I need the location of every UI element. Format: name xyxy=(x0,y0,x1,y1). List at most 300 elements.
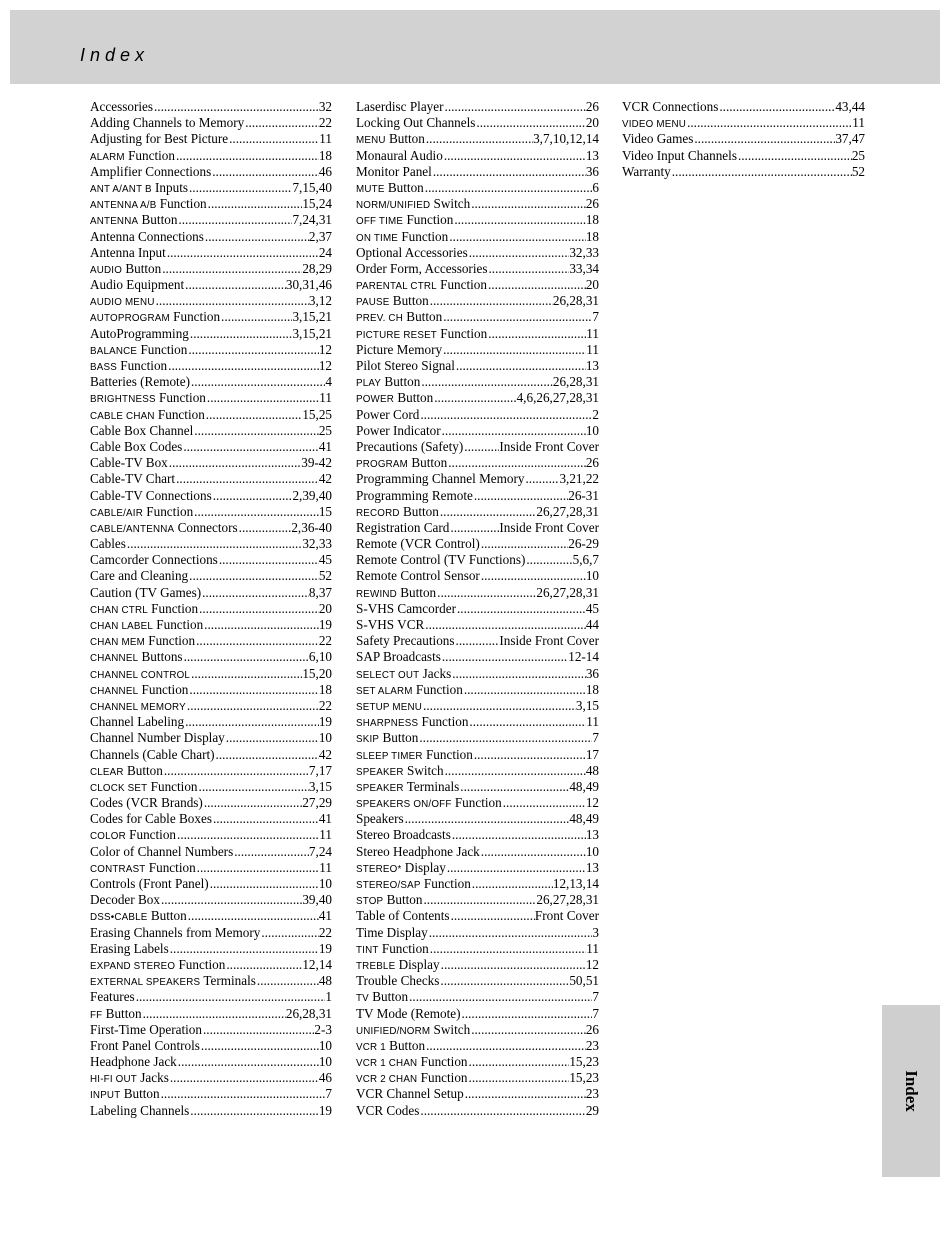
index-entry-term xyxy=(356,908,450,924)
index-entry xyxy=(356,439,599,455)
dot-leader xyxy=(183,649,309,665)
index-entry-term-text: Buttons xyxy=(138,649,183,665)
index-entry-term xyxy=(90,148,175,164)
index-entry xyxy=(90,131,332,147)
index-entry-term-text: Button xyxy=(399,503,439,519)
index-entry-term-text: Switch xyxy=(403,762,444,778)
index-entry-term xyxy=(356,827,451,843)
index-entry-pages: 6,10 xyxy=(308,649,332,665)
dot-leader xyxy=(433,390,516,406)
index-entry xyxy=(90,455,332,471)
index-entry-pages: 26,27,28,31 xyxy=(536,584,599,600)
index-entry-pages: 11 xyxy=(319,390,332,406)
index-entry-term-smallcaps: ANTENNA xyxy=(90,216,139,228)
index-entry-term-text: Trouble Checks xyxy=(356,973,440,989)
index-entry xyxy=(90,488,332,504)
index-entry-term-text: Channels (Cable Chart) xyxy=(90,746,215,762)
index-entry-term-smallcaps: CABLE/AIR xyxy=(90,507,143,519)
dot-leader xyxy=(455,358,586,374)
index-entry xyxy=(356,407,599,423)
index-entry-pages: 26 xyxy=(585,455,599,471)
index-entry-term-text: Adjusting for Best Picture xyxy=(90,131,229,147)
index-entry-pages: 3,21,22 xyxy=(559,471,599,487)
index-entry-pages: 52 xyxy=(851,163,865,179)
index-entry xyxy=(356,989,599,1005)
index-entry-term xyxy=(90,698,186,714)
index-entry-term xyxy=(90,779,198,795)
dot-leader xyxy=(439,504,537,520)
index-entry-pages: 7,17 xyxy=(308,762,332,778)
index-entry-pages: 45 xyxy=(318,552,332,568)
index-entry-pages: 11 xyxy=(319,859,332,875)
index-entry-term-text: S-VHS Camcorder xyxy=(356,600,456,616)
index-entry-term-smallcaps: COLOR xyxy=(90,831,126,843)
index-entry-term xyxy=(356,876,471,892)
index-entry-term-smallcaps: TV xyxy=(356,993,369,1005)
dot-leader xyxy=(468,1054,570,1070)
dot-leader xyxy=(167,358,319,374)
index-entry xyxy=(90,326,332,342)
index-entry xyxy=(622,164,865,180)
index-entry xyxy=(90,1070,332,1086)
index-entry xyxy=(356,245,599,261)
index-entry xyxy=(356,601,599,617)
index-entry-term xyxy=(356,309,442,325)
index-entry-term-text: Function xyxy=(156,196,207,212)
index-entry-term-text: Front Panel Controls xyxy=(90,1037,200,1053)
index-entry xyxy=(356,471,599,487)
dot-leader xyxy=(451,666,586,682)
index-entry xyxy=(90,99,332,115)
index-entry-term-text: Channel Labeling xyxy=(90,714,185,730)
index-entry-term-text: Switch xyxy=(430,196,471,212)
index-entry-term-text: Function xyxy=(418,714,469,730)
index-entry xyxy=(90,925,332,941)
dot-leader xyxy=(448,229,586,245)
index-entry-term-smallcaps: CHANNEL CONTROL xyxy=(90,669,191,681)
index-entry-pages: 15,20 xyxy=(302,665,332,681)
index-entry-pages: 12 xyxy=(318,341,332,357)
index-entry-term-text: Accessories xyxy=(90,99,153,114)
index-entry-term-smallcaps: SPEAKERS ON/OFF xyxy=(356,799,452,811)
index-entry-pages: 33,34 xyxy=(569,260,599,276)
index-entry-term-smallcaps: PLAY xyxy=(356,378,382,390)
index-entry-pages: Inside Front Cover xyxy=(499,633,599,649)
index-entry-term xyxy=(90,488,212,504)
index-entry-term-text: Erasing Channels from Memory xyxy=(90,924,261,940)
index-entry-term xyxy=(356,860,446,876)
index-entry-pages: 45 xyxy=(585,600,599,616)
index-entry xyxy=(90,423,332,439)
index-entry xyxy=(356,180,599,196)
dot-leader xyxy=(442,342,586,358)
index-entry-term-text: Button xyxy=(123,762,163,778)
index-entry-term xyxy=(356,649,441,665)
index-entry-term xyxy=(356,196,470,212)
index-entry-term xyxy=(356,892,423,908)
index-entry xyxy=(356,115,599,131)
index-entry xyxy=(356,876,599,892)
index-entry-pages: 52 xyxy=(318,568,332,584)
index-entry-term xyxy=(356,779,459,795)
index-entry-term-text: Function xyxy=(138,681,189,697)
index-entry-term-text: Function xyxy=(437,325,488,341)
index-entry xyxy=(90,973,332,989)
index-entry-pages: 48 xyxy=(585,762,599,778)
dot-leader xyxy=(205,407,303,423)
index-entry-pages: 13 xyxy=(585,827,599,843)
index-entry-term xyxy=(90,601,198,617)
dot-leader xyxy=(188,180,292,196)
dot-leader xyxy=(211,164,319,180)
dot-leader xyxy=(424,617,586,633)
index-entry-term-text: Decoder Box xyxy=(90,892,160,908)
index-entry-term xyxy=(90,423,193,439)
dot-leader xyxy=(160,1086,326,1102)
index-entry xyxy=(356,309,599,325)
dot-leader xyxy=(464,1086,586,1102)
index-entry-term-text: Time Display xyxy=(356,924,428,940)
index-entry-term-text: Cables xyxy=(90,536,126,552)
index-entry-term-text: Function xyxy=(124,147,175,163)
dot-leader xyxy=(142,1006,286,1022)
dot-leader xyxy=(440,957,586,973)
dot-leader xyxy=(207,196,303,212)
index-entry-term xyxy=(90,326,189,342)
dot-leader xyxy=(450,908,535,924)
dot-leader xyxy=(184,714,319,730)
index-entry-term xyxy=(90,164,211,180)
dot-leader xyxy=(404,811,570,827)
index-entry-term-text: Button xyxy=(383,892,423,908)
index-entry-term-text: Caution (TV Games) xyxy=(90,584,202,600)
index-entry-term-text: Care and Cleaning xyxy=(90,568,189,584)
index-entry-term-text: Function xyxy=(147,778,198,794)
index-entry-term-text: Button xyxy=(385,1037,426,1053)
index-entry-term xyxy=(90,520,238,536)
dot-leader xyxy=(432,164,586,180)
index-entry xyxy=(90,180,332,196)
index-entry-term xyxy=(90,471,175,487)
index-entry-pages: 36 xyxy=(585,163,599,179)
index-entry-term xyxy=(90,277,184,293)
index-entry-term-smallcaps: BRIGHTNESS xyxy=(90,394,156,406)
dot-leader xyxy=(206,390,319,406)
index-entry-term xyxy=(90,795,203,811)
index-entry-term xyxy=(90,439,182,455)
index-entry-term xyxy=(356,99,444,115)
index-entry-term xyxy=(90,811,212,827)
index-entry-pages: 26,27,28,31 xyxy=(536,892,599,908)
dot-leader xyxy=(161,261,302,277)
index-entry-pages: 5,6,7 xyxy=(572,552,599,568)
index-entry xyxy=(90,666,332,682)
index-entry-term xyxy=(90,1006,142,1022)
index-entry-term xyxy=(356,229,448,245)
index-entry-pages: 10 xyxy=(318,876,332,891)
index-entry-term-text: Terminals xyxy=(403,778,460,794)
index-entry-term xyxy=(356,520,449,536)
index-entry xyxy=(90,536,332,552)
index-entry xyxy=(90,309,332,325)
index-entry-pages: 2,37 xyxy=(308,228,332,244)
index-entry xyxy=(356,148,599,164)
index-entry xyxy=(90,989,332,1005)
index-entry-term xyxy=(356,1022,470,1038)
index-entry-term-smallcaps: SET ALARM xyxy=(356,685,413,697)
dot-leader xyxy=(444,99,586,115)
dot-leader xyxy=(442,309,592,325)
dot-leader xyxy=(473,747,586,763)
index-entry-pages: 3 xyxy=(592,924,599,940)
index-entry xyxy=(356,1054,599,1070)
dot-leader xyxy=(487,261,569,277)
dot-leader xyxy=(169,1070,319,1086)
dot-leader xyxy=(233,844,309,860)
index-entry-term-text: Channel Number Display xyxy=(90,730,225,746)
index-entry-term-smallcaps: EXPAND STEREO xyxy=(90,960,176,972)
index-entry-term-text: Button xyxy=(381,374,421,390)
index-entry-term-text: Stereo Broadcasts xyxy=(356,827,451,843)
index-entry-term-text: Monaural Audio xyxy=(356,147,443,163)
index-entry-term-smallcaps: TINT xyxy=(356,944,379,956)
dot-leader xyxy=(212,811,319,827)
dot-leader xyxy=(428,925,593,941)
index-entry-term xyxy=(356,617,424,633)
index-entry-term-text: Features xyxy=(90,989,135,1005)
index-entry-term-smallcaps: VCR 1 xyxy=(356,1041,386,1053)
index-entry xyxy=(90,682,332,698)
dot-leader xyxy=(184,277,286,293)
dot-leader xyxy=(200,1038,319,1054)
dot-leader xyxy=(418,730,592,746)
dot-leader xyxy=(456,601,586,617)
index-entry-term-text: Cable-TV Chart xyxy=(90,471,176,487)
index-entry xyxy=(90,504,332,520)
index-entry-pages: 2,36-40 xyxy=(291,519,332,535)
index-entry xyxy=(90,844,332,860)
index-entry-term-smallcaps: SKIP xyxy=(356,734,380,746)
index-entry-term-text: Button xyxy=(402,309,443,325)
index-entry xyxy=(356,763,599,779)
index-entry xyxy=(356,326,599,342)
index-entry-term-text: Remote Control Sensor xyxy=(356,568,480,584)
dot-leader xyxy=(166,245,319,261)
index-entry xyxy=(356,957,599,973)
index-entry-term-text: Function xyxy=(169,309,221,325)
index-entry-pages: 19 xyxy=(318,714,332,730)
index-entry-pages: 11 xyxy=(319,131,332,147)
index-entry-term-text: Function xyxy=(155,390,206,406)
index-entry-pages: 42 xyxy=(318,471,332,487)
index-entry xyxy=(356,730,599,746)
index-entry-pages: 15,25 xyxy=(302,406,332,422)
index-entry-pages: 19 xyxy=(318,617,332,632)
index-entry-term-smallcaps: STEREO* xyxy=(356,863,402,875)
index-entry-term-text: Connectors xyxy=(174,519,238,535)
index-entry-term-text: Power Indicator xyxy=(356,422,441,438)
index-entry-pages: 13 xyxy=(585,358,599,373)
index-entry xyxy=(90,811,332,827)
index-side-tab[interactable] xyxy=(882,1005,940,1177)
index-entry-term-smallcaps: CHAN CTRL xyxy=(90,604,148,616)
dot-leader xyxy=(187,908,319,924)
index-entry-term xyxy=(356,261,487,277)
index-entry-term-smallcaps: TREBLE xyxy=(356,960,396,972)
index-entry-term xyxy=(90,844,233,860)
dot-leader xyxy=(429,293,553,309)
index-entry-term-text: Function xyxy=(145,859,196,875)
index-entry-pages: 2-3 xyxy=(314,1021,332,1037)
index-entry xyxy=(90,747,332,763)
index-entry-pages: 32 xyxy=(318,99,332,114)
index-entry-term-text: Cable Box Codes xyxy=(90,438,183,454)
dot-leader xyxy=(468,245,570,261)
dot-leader xyxy=(468,1070,570,1086)
index-entry-term xyxy=(356,342,442,358)
index-entry xyxy=(356,714,599,730)
index-entry-term xyxy=(356,423,441,439)
dot-leader xyxy=(212,488,293,504)
index-entry-term-text: Picture Memory xyxy=(356,341,443,357)
index-entry-term-smallcaps: VCR 2 CHAN xyxy=(356,1074,418,1086)
index-entry-term-text: Stereo Headphone Jack xyxy=(356,843,480,859)
index-entry-pages: 18 xyxy=(585,228,599,244)
index-entry-term xyxy=(356,1086,464,1102)
index-entry-pages: 8,37 xyxy=(308,584,332,600)
index-entry-term xyxy=(356,439,463,455)
index-entry-term-text: Inputs xyxy=(151,179,188,195)
index-entry-term xyxy=(90,309,220,325)
index-entry-term-text: Function xyxy=(422,746,473,762)
index-entry-term xyxy=(356,1054,468,1070)
index-entry xyxy=(90,164,332,180)
index-entry xyxy=(356,779,599,795)
header-band xyxy=(10,10,940,84)
index-entry-term-text: Terminals xyxy=(200,973,256,989)
dot-leader xyxy=(737,148,852,164)
index-entry-term-smallcaps: CHAN LABEL xyxy=(90,621,153,632)
dot-leader xyxy=(218,552,319,568)
dot-leader xyxy=(190,374,325,390)
index-entry-pages: 20 xyxy=(318,600,332,616)
dot-leader xyxy=(195,633,319,649)
index-entry xyxy=(90,1103,332,1119)
index-entry xyxy=(356,1103,599,1119)
index-entry-pages: 13 xyxy=(585,147,599,163)
dot-leader xyxy=(439,973,569,989)
dot-leader xyxy=(189,326,293,342)
index-entry xyxy=(356,617,599,633)
index-entry-pages: 11 xyxy=(586,325,599,341)
index-entry-term-text: Batteries (Remote) xyxy=(90,374,190,390)
index-entry-pages: 41 xyxy=(318,811,332,827)
index-entry-pages: 12 xyxy=(585,956,599,972)
index-entry xyxy=(356,390,599,406)
index-entry-pages: 17 xyxy=(585,746,599,762)
dot-leader xyxy=(176,827,319,843)
index-entry xyxy=(356,342,599,358)
index-entry xyxy=(90,229,332,245)
dot-leader xyxy=(225,957,302,973)
index-entry-term xyxy=(90,973,256,989)
index-entry-term xyxy=(356,212,453,228)
index-entry-pages: 26,28,31 xyxy=(552,293,599,309)
index-entry-pages: 12,13,14 xyxy=(552,876,599,891)
index-entry-term-smallcaps: ALARM xyxy=(90,151,125,163)
index-entry-term xyxy=(356,504,439,520)
index-entry xyxy=(90,520,332,536)
index-entry-term-smallcaps: REWIND xyxy=(356,588,397,600)
index-entry-term-text: Video Input Channels xyxy=(622,147,737,163)
side-tab-label: Index xyxy=(902,1070,921,1112)
index-entry-term-text: Function xyxy=(417,1070,468,1086)
index-entry-term-text: Cable Box Channel xyxy=(90,422,194,438)
index-entry xyxy=(90,601,332,617)
index-entry-term xyxy=(356,763,444,779)
index-entry-term-smallcaps: RECORD xyxy=(356,507,400,519)
index-entry-term-text: Button xyxy=(138,212,178,228)
index-entry xyxy=(356,358,599,374)
index-entry-pages: 4 xyxy=(325,374,332,390)
index-entry-pages: 3,15 xyxy=(575,697,599,713)
index-entry xyxy=(356,585,599,601)
index-entry-term-smallcaps: OFF TIME xyxy=(356,216,404,228)
dot-leader xyxy=(203,795,303,811)
index-entry-pages: 10 xyxy=(585,843,599,859)
index-entry xyxy=(90,277,332,293)
index-entry xyxy=(356,649,599,665)
index-entry-term-text: Jacks xyxy=(136,1070,169,1086)
dot-leader xyxy=(204,229,309,245)
index-entry-term-smallcaps: BASS xyxy=(90,362,117,373)
index-entry-term xyxy=(90,633,195,649)
index-entry-term-smallcaps: VCR 1 CHAN xyxy=(356,1058,418,1070)
index-entry-pages: 11 xyxy=(586,940,599,956)
index-entry-term-text: Display xyxy=(401,859,446,875)
index-entry xyxy=(356,536,599,552)
dot-leader xyxy=(470,1022,586,1038)
dot-leader xyxy=(209,876,319,892)
index-entry-term xyxy=(90,1022,202,1038)
index-entry-term-text: Controls (Front Panel) xyxy=(90,876,209,891)
index-entry-term-text: Function xyxy=(398,228,449,244)
index-entry-term xyxy=(90,115,244,131)
index-entry xyxy=(356,698,599,714)
index-entry xyxy=(90,568,332,584)
index-entry-term-text: Button xyxy=(384,179,424,195)
dot-leader xyxy=(188,682,318,698)
index-entry-pages: 12,14 xyxy=(302,956,332,972)
index-entry-pages: 46 xyxy=(318,163,332,179)
index-entry-term-smallcaps: CABLE CHAN xyxy=(90,410,155,422)
dot-leader xyxy=(203,617,319,633)
index-entry xyxy=(356,261,599,277)
dot-leader xyxy=(449,520,499,536)
index-entry-pages: 26,27,28,31 xyxy=(536,503,599,519)
index-entry-term-smallcaps: CLEAR xyxy=(90,766,124,778)
index-entry-term xyxy=(90,261,161,277)
index-entry-pages: 24 xyxy=(318,244,332,260)
index-entry-term xyxy=(90,827,176,843)
index-entry-term xyxy=(90,536,126,552)
dot-leader xyxy=(525,552,572,568)
index-entry-term xyxy=(90,407,205,423)
index-entry xyxy=(90,439,332,455)
index-entry xyxy=(90,1054,332,1070)
dot-leader xyxy=(420,374,553,390)
index-entry-term xyxy=(90,876,209,892)
